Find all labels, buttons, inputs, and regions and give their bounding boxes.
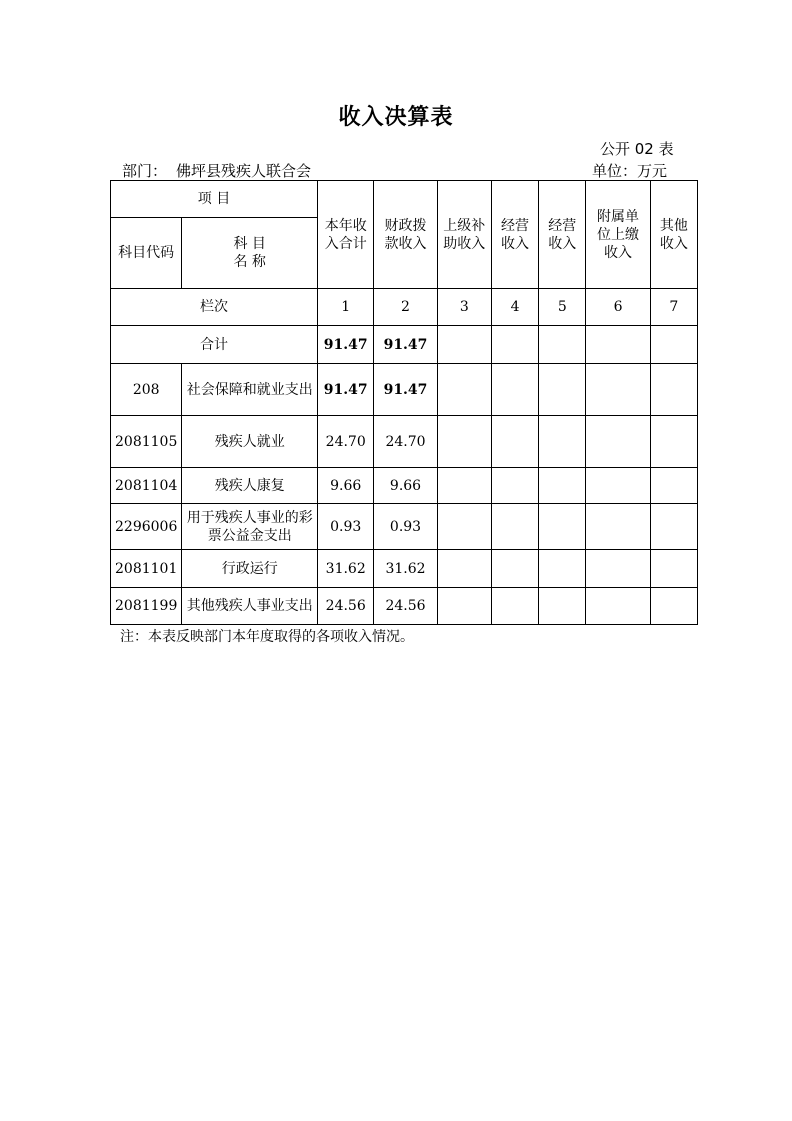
- department-label: 部门：: [122, 162, 168, 180]
- empty-cell: [539, 364, 586, 416]
- row-name: 其他残疾人事业支出: [182, 588, 318, 625]
- header-row-1: [111, 181, 698, 218]
- empty-cell: [437, 364, 491, 416]
- income-table: [110, 180, 698, 625]
- row-code: 2081199: [111, 588, 182, 625]
- department-name: 佛坪县残疾人联合会: [176, 162, 312, 180]
- header-col-affiliated: [586, 181, 650, 289]
- row-name: 社会保障和就业支出: [182, 364, 318, 416]
- empty-cell: [437, 588, 491, 625]
- row-fiscal: 0.93: [374, 504, 437, 550]
- table-row: [111, 364, 698, 416]
- header-col-superior: [437, 181, 491, 289]
- empty-cell: [539, 588, 586, 625]
- table-row: [111, 550, 698, 588]
- empty-cell: [491, 504, 538, 550]
- row-name: 行政运行: [182, 550, 318, 588]
- row-fiscal: 24.56: [374, 588, 437, 625]
- row-total: 24.56: [318, 588, 374, 625]
- header-code: 科目代码: [111, 218, 182, 289]
- row-total: 24.70: [318, 416, 374, 468]
- header-col-other-line2: 收入: [659, 235, 688, 252]
- empty-cell: [650, 364, 697, 416]
- empty-cell: [491, 550, 538, 588]
- table-note: 注：本表反映部门本年度取得的各项收入情况。: [120, 629, 414, 645]
- form-code: 公开 02 表: [600, 140, 674, 158]
- unit-label: 单位：万元: [592, 162, 668, 180]
- row-name-line1: 用于残疾人事业的彩: [186, 509, 313, 526]
- row-code: 2081104: [111, 468, 182, 504]
- empty-cell: [586, 364, 650, 416]
- row-name: [182, 504, 318, 550]
- empty-cell: [650, 588, 697, 625]
- empty-cell: [437, 550, 491, 588]
- row-code: 2081105: [111, 416, 182, 468]
- header-col-other-line1: 其他: [659, 217, 688, 234]
- empty-cell: [586, 416, 650, 468]
- column-index: 3: [437, 289, 491, 326]
- empty-cell: [586, 326, 650, 364]
- header-col-fiscal: [374, 181, 437, 289]
- total-row: [111, 326, 698, 364]
- empty-cell: [586, 504, 650, 550]
- header-col-affiliated-line1: 附属单: [597, 208, 640, 225]
- empty-cell: [539, 504, 586, 550]
- row-total: 31.62: [318, 550, 374, 588]
- table-row: [111, 468, 698, 504]
- empty-cell: [437, 416, 491, 468]
- total-label: 合计: [111, 326, 318, 364]
- empty-cell: [491, 364, 538, 416]
- row-total: 9.66: [318, 468, 374, 504]
- header-name: [182, 218, 318, 289]
- row-code: 208: [111, 364, 182, 416]
- empty-cell: [539, 468, 586, 504]
- header-col-business-line2: 收入: [548, 235, 577, 252]
- header-col-operating: [491, 181, 538, 289]
- header-col-fiscal-line1: 财政拨: [384, 217, 427, 234]
- header-name-line2: 名 称: [233, 254, 266, 270]
- empty-cell: [650, 550, 697, 588]
- table-row: [111, 416, 698, 468]
- row-fiscal: 31.62: [374, 550, 437, 588]
- row-fiscal: 91.47: [374, 364, 437, 416]
- empty-cell: [437, 468, 491, 504]
- total-fiscal: 91.47: [374, 326, 437, 364]
- column-index-label: 栏次: [111, 289, 318, 326]
- header-col-operating-line2: 收入: [501, 235, 530, 252]
- header-col-total-line1: 本年收: [324, 217, 367, 234]
- empty-cell: [650, 326, 697, 364]
- empty-cell: [491, 326, 538, 364]
- row-code: 2296006: [111, 504, 182, 550]
- empty-cell: [539, 416, 586, 468]
- header-col-fiscal-line2: 款收入: [384, 235, 427, 252]
- row-total: 91.47: [318, 364, 374, 416]
- column-index: 7: [650, 289, 697, 326]
- column-index-row: [111, 289, 698, 326]
- row-name: 残疾人康复: [182, 468, 318, 504]
- header-col-superior-line1: 上级补: [443, 217, 486, 234]
- header-col-business: [539, 181, 586, 289]
- empty-cell: [539, 550, 586, 588]
- header-name-line1: 科 目: [233, 236, 266, 252]
- column-index: 6: [586, 289, 650, 326]
- empty-cell: [491, 468, 538, 504]
- header-col-affiliated-line2: 位上缴: [597, 226, 640, 243]
- empty-cell: [586, 468, 650, 504]
- column-index: 4: [491, 289, 538, 326]
- header-col-operating-line1: 经营: [501, 217, 530, 234]
- empty-cell: [437, 326, 491, 364]
- total-income: 91.47: [318, 326, 374, 364]
- empty-cell: [491, 588, 538, 625]
- empty-cell: [650, 504, 697, 550]
- header-col-affiliated-line3: 收入: [604, 244, 633, 261]
- column-index: 2: [374, 289, 437, 326]
- header-col-total-line2: 入合计: [324, 235, 367, 252]
- row-fiscal: 9.66: [374, 468, 437, 504]
- row-name-line2: 票公益金支出: [207, 527, 292, 544]
- header-col-business-line1: 经营: [548, 217, 577, 234]
- header-item: 项 目: [111, 181, 318, 218]
- empty-cell: [650, 468, 697, 504]
- column-index: 5: [539, 289, 586, 326]
- row-fiscal: 24.70: [374, 416, 437, 468]
- row-total: 0.93: [318, 504, 374, 550]
- header-col-other: [650, 181, 697, 289]
- empty-cell: [650, 416, 697, 468]
- row-name: 残疾人就业: [182, 416, 318, 468]
- empty-cell: [586, 550, 650, 588]
- table-row: [111, 504, 698, 550]
- empty-cell: [586, 588, 650, 625]
- column-index: 1: [318, 289, 374, 326]
- page-title: 收入决算表: [338, 105, 454, 130]
- header-col-total: [318, 181, 374, 289]
- row-code: 2081101: [111, 550, 182, 588]
- empty-cell: [437, 504, 491, 550]
- header-col-superior-line2: 助收入: [443, 235, 486, 252]
- table-row: [111, 588, 698, 625]
- empty-cell: [491, 416, 538, 468]
- empty-cell: [539, 326, 586, 364]
